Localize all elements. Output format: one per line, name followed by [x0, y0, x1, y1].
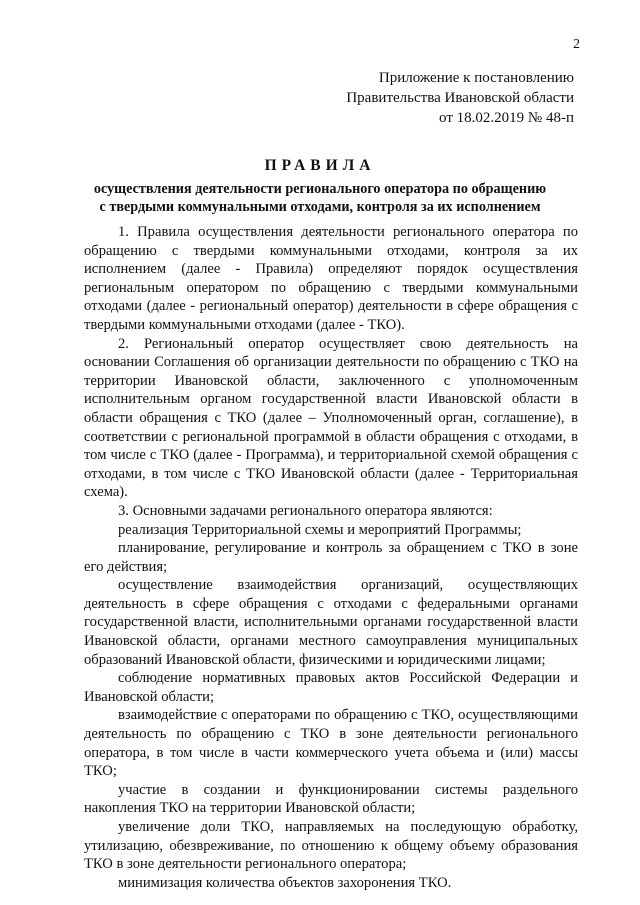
- paragraph-2: 2. Региональный оператор осуществляет свою деятельность на основании Соглашения об организации деятельности по обращению с ТКО на территории Ивановской области, заключенного с уполномоченным исполнительным органом государственной власти Ивановской области в области обращения с ТКО (далее – Уполномоченный орган, соглашение), в соответствии с региональной программой в области обращения с отходами, в том числе с ТКО (далее - Программа), и территориальной схемой обращения с отходами, в том числе с ТКО Ивановской области (далее - Территориальная схема).: [84, 335, 578, 501]
- task-item: минимизация количества объектов захоронения ТКО.: [118, 874, 452, 891]
- task-item: участие в создании и функционировании системы раздельного накопления ТКО на территории Ивановской области;: [84, 781, 578, 817]
- page-number: 2: [573, 37, 580, 52]
- subtitle-line: осуществления деятельности регионального оператора по обращению: [93, 181, 547, 197]
- document-subtitle: [60, 180, 580, 216]
- task-item: осуществление взаимодействия организаций, осуществляющих деятельность в сфере обращения с отходами с федеральными органами государственной власти, исполнительными органами государственной власти Ивановской области, органами местного самоуправления муниципальных образований Ивановской области, физическими и юридическими лицами;: [84, 577, 578, 668]
- task-item: взаимодействие с операторами по обращению с ТКО, осуществляющими деятельность по обращению с ТКО в зоне деятельности регионального оператора, в том числе в части коммерческого учета объема и (или) массы ТКО;: [84, 707, 578, 780]
- approval-line: Приложение к постановлению: [378, 70, 574, 86]
- task-item: увеличение доли ТКО, направляемых на последующую обработку, утилизацию, обезвреживание, по отношению к общему объему образования ТКО в зоне деятельности регионального оператора;: [84, 819, 578, 873]
- approval-block: [346, 68, 574, 128]
- document-heading: [60, 156, 580, 216]
- approval-line: Правительства Ивановской области: [346, 90, 574, 106]
- paragraph-3: 3. Основными задачами регионального оператора являются:: [118, 502, 493, 519]
- task-item: реализация Территориальной схемы и мероприятий Программы;: [118, 521, 522, 538]
- approval-date-line: от 18.02.2019 № 48-п: [439, 110, 574, 126]
- subtitle-line: с твердыми коммунальными отходами, контроля за их исполнением: [99, 199, 541, 215]
- document-title: ПРАВИЛА: [264, 157, 376, 174]
- paragraph-1: 1. Правила осуществления деятельности регионального оператора по обращению с твердыми коммунальными отходами, контроля за их исполнением (далее - Правила) определяют порядок осуществления региональным оператором по обращению с твердыми коммунальными отходами (далее - региональный оператор) деятельности в сфере обращения с твердыми коммунальными отходами (далее - ТКО).: [84, 224, 578, 333]
- document-body: [84, 223, 578, 892]
- task-item: соблюдение нормативных правовых актов Российской Федерации и Ивановской области;: [84, 670, 578, 705]
- task-item: планирование, регулирование и контроль за обращением с ТКО в зоне его действия;: [84, 540, 578, 575]
